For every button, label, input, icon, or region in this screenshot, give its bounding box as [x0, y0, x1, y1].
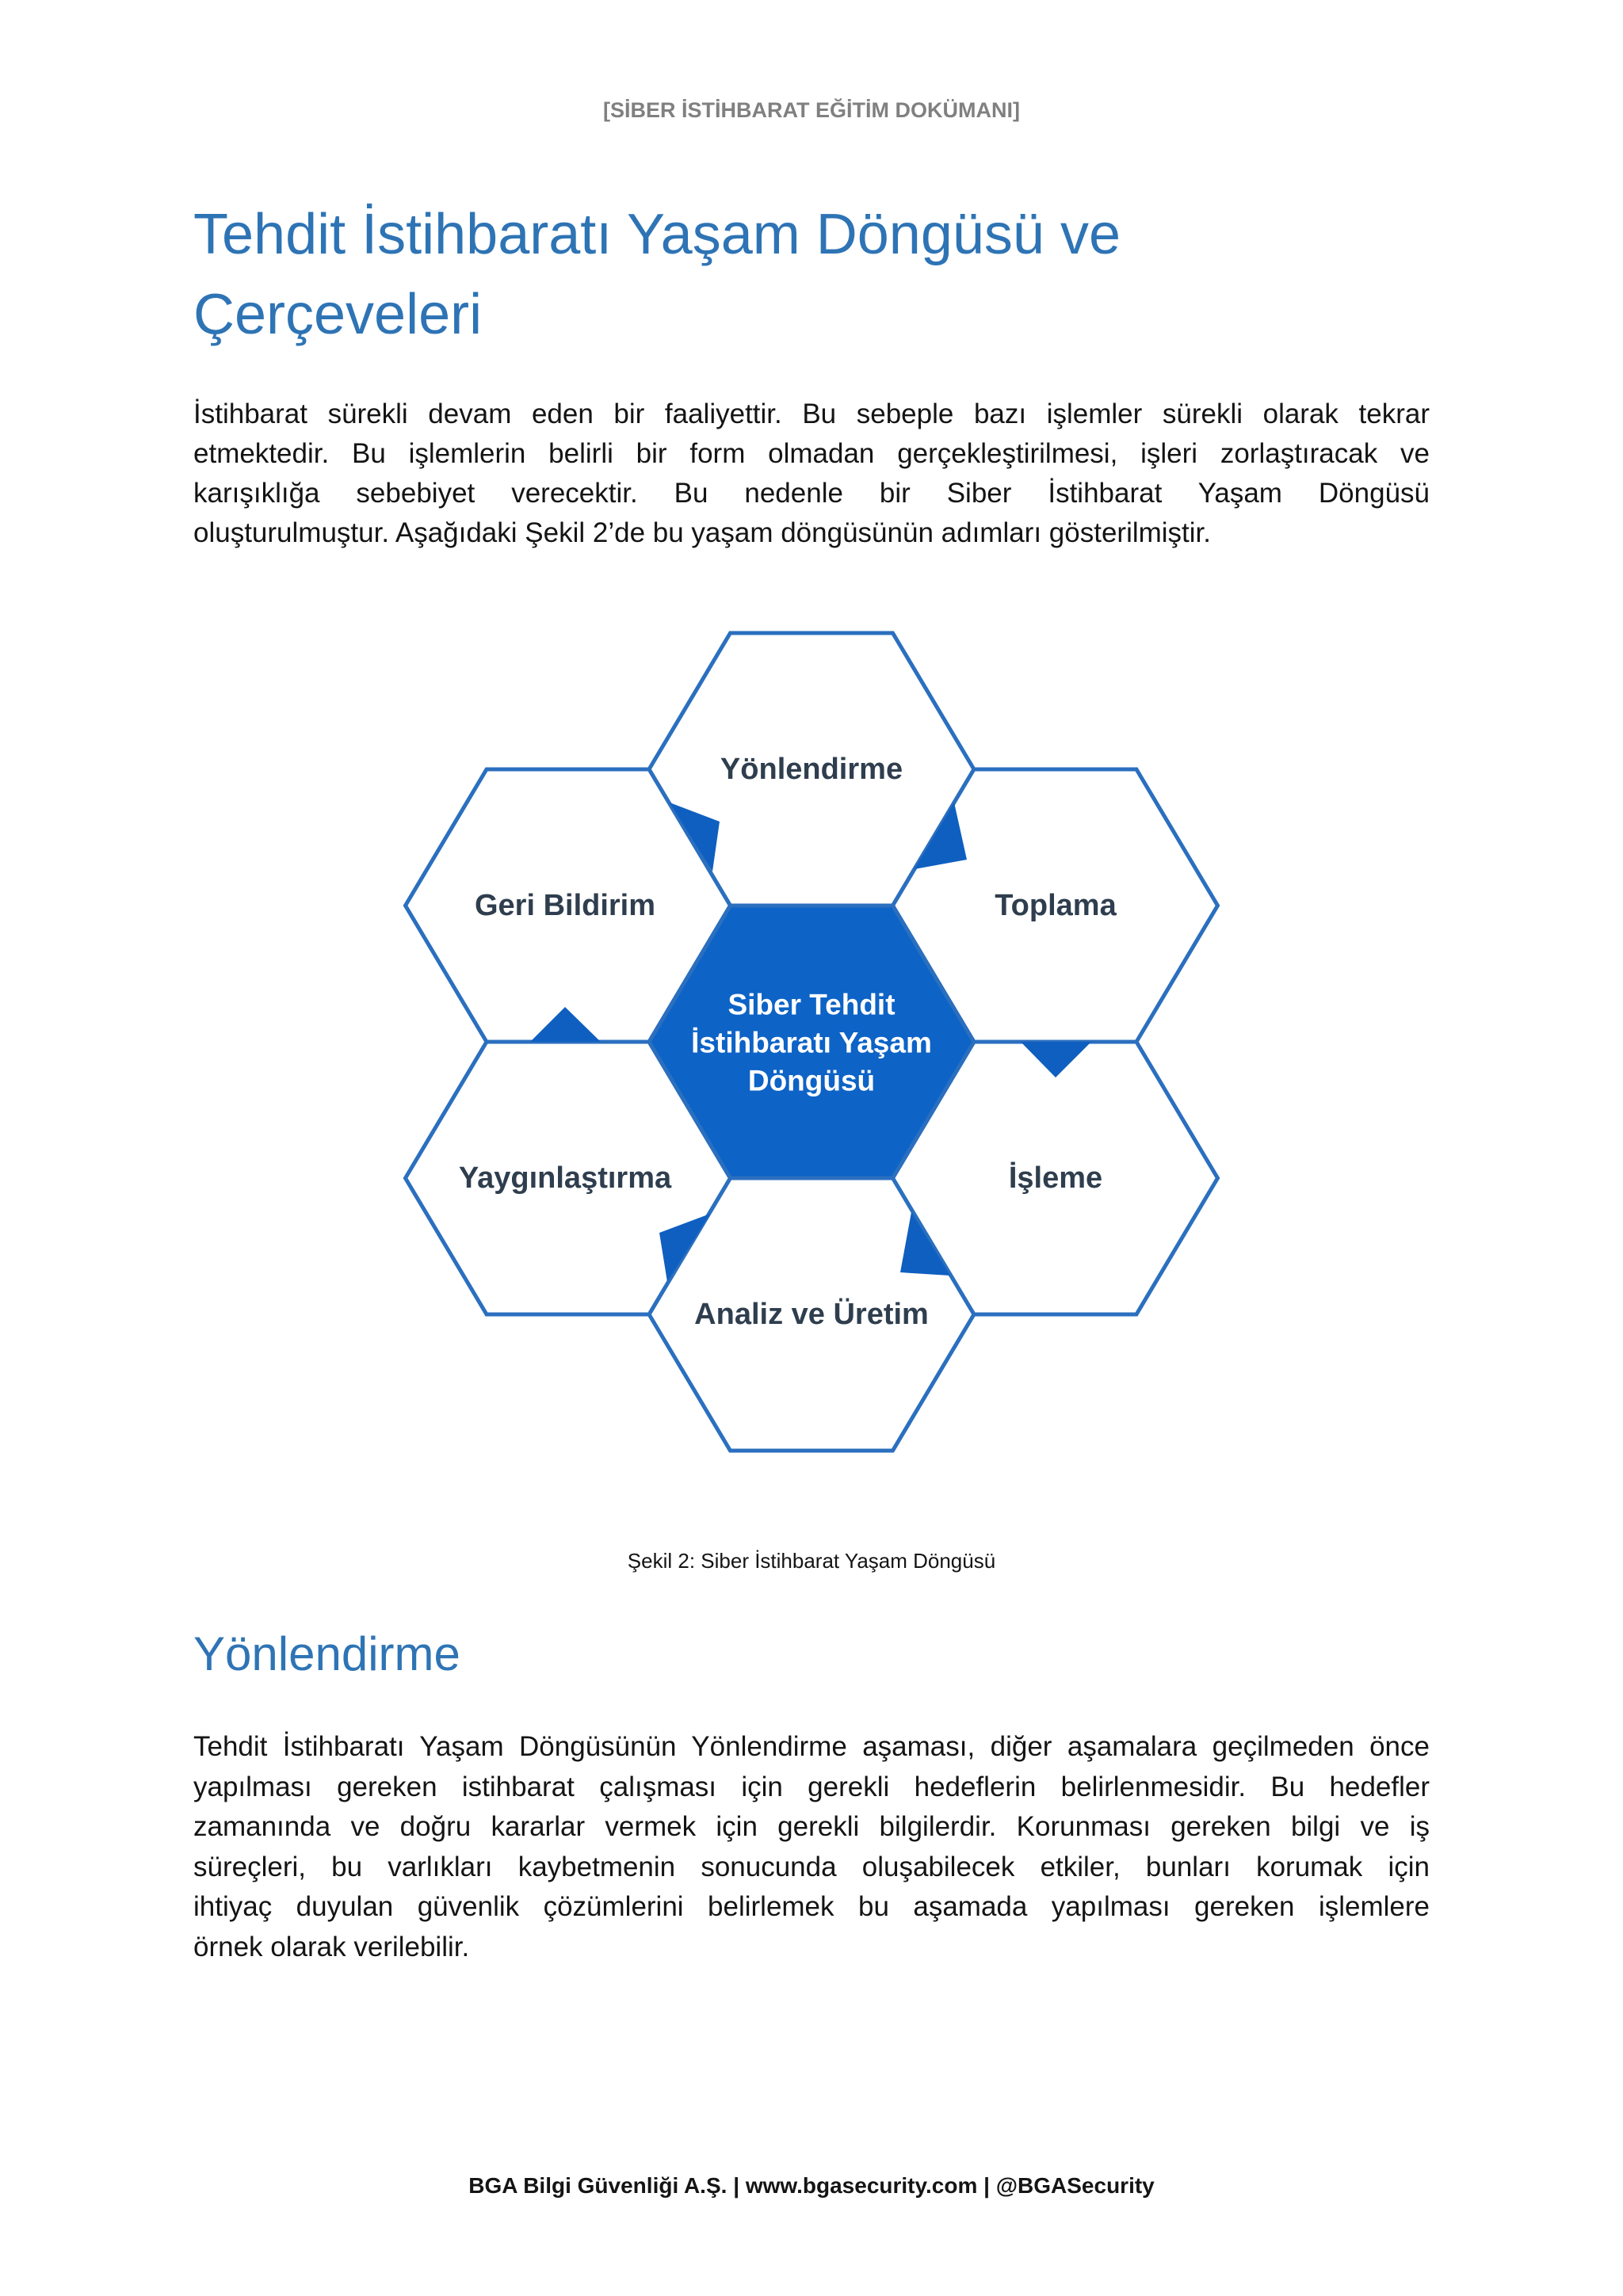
- running-header: [SİBER İSTİHBARAT EĞİTİM DOKÜMANI]: [603, 98, 1020, 122]
- paragraph-line: Tehdit İstihbaratı Yaşam Döngüsünün Yönlendirme aşaması, diğer aşamalara geçilmeden önce: [193, 1731, 1430, 1762]
- section-paragraph: [193, 1727, 1430, 1968]
- center-label-line: Siber Tehdit: [727, 988, 896, 1021]
- stage-label-analiz-ve-uretim: Analiz ve Üretim: [694, 1298, 929, 1331]
- paragraph-line: etmektedir. Bu işlemlerin belirli bir form olmadan gerçekleştirilmesi, işleri zorlaştıracak ve: [193, 438, 1430, 469]
- paragraph-line: oluşturulmuştur. Aşağıdaki Şekil 2’de bu yaşam döngüsünün adımları gösterilmiştir.: [193, 517, 1211, 548]
- paragraph-line: karışıklığa sebebiyet verecektir. Bu nedenle bir Siber İstihbarat Yaşam Döngüsü: [193, 478, 1430, 509]
- stage-label-yayginlastirma: Yaygınlaştırma: [458, 1161, 672, 1195]
- section-heading: Yönlendirme: [193, 1627, 460, 1680]
- stage-label-isleme: İşleme: [1008, 1161, 1103, 1195]
- intro-paragraph: [193, 395, 1430, 553]
- page-footer: BGA Bilgi Güvenliği A.Ş. | www.bgasecurity.com | @BGASecurity: [468, 2173, 1155, 2198]
- paragraph-line: örnek olarak verilebilir.: [193, 1931, 470, 1962]
- center-label-line: Döngüsü: [747, 1064, 876, 1097]
- figure-caption: Şekil 2: Siber İstihbarat Yaşam Döngüsü: [627, 1549, 996, 1573]
- center-label-line: İstihbaratı Yaşam: [691, 1026, 932, 1059]
- paragraph-line: zamanında ve doğru kararlar vermek için gerekli bilgilerdir. Korunması gereken bilgi ve iş: [193, 1811, 1430, 1843]
- paragraph-line: ihtiyaç duyulan güvenlik çözümlerini belirlemek bu aşamada yapılması gereken işlemlere: [193, 1891, 1430, 1923]
- lifecycle-diagram: [0, 602, 1623, 1474]
- stage-label-toplama: Toplama: [995, 889, 1117, 922]
- paragraph-line: İstihbarat sürekli devam eden bir faaliyettir. Bu sebeple bazı işlemler sürekli olarak tekrar: [193, 399, 1430, 429]
- paragraph-line: yapılması gereken istihbarat çalışması için gerekli hedeflerin belirlenmesidir. Bu hedefler: [193, 1771, 1430, 1802]
- paragraph-line: süreçleri, bu varlıkları kaybetmenin sonucunda oluşabilecek etkiler, bunları korumak için: [193, 1851, 1430, 1882]
- page-title: Tehdit İstihbaratı Yaşam Döngüsü ve Çerçeveleri: [193, 203, 1121, 346]
- stage-label-geri-bildirim: Geri Bildirim: [474, 889, 656, 922]
- stage-label-yonlendirme: Yönlendirme: [720, 753, 903, 786]
